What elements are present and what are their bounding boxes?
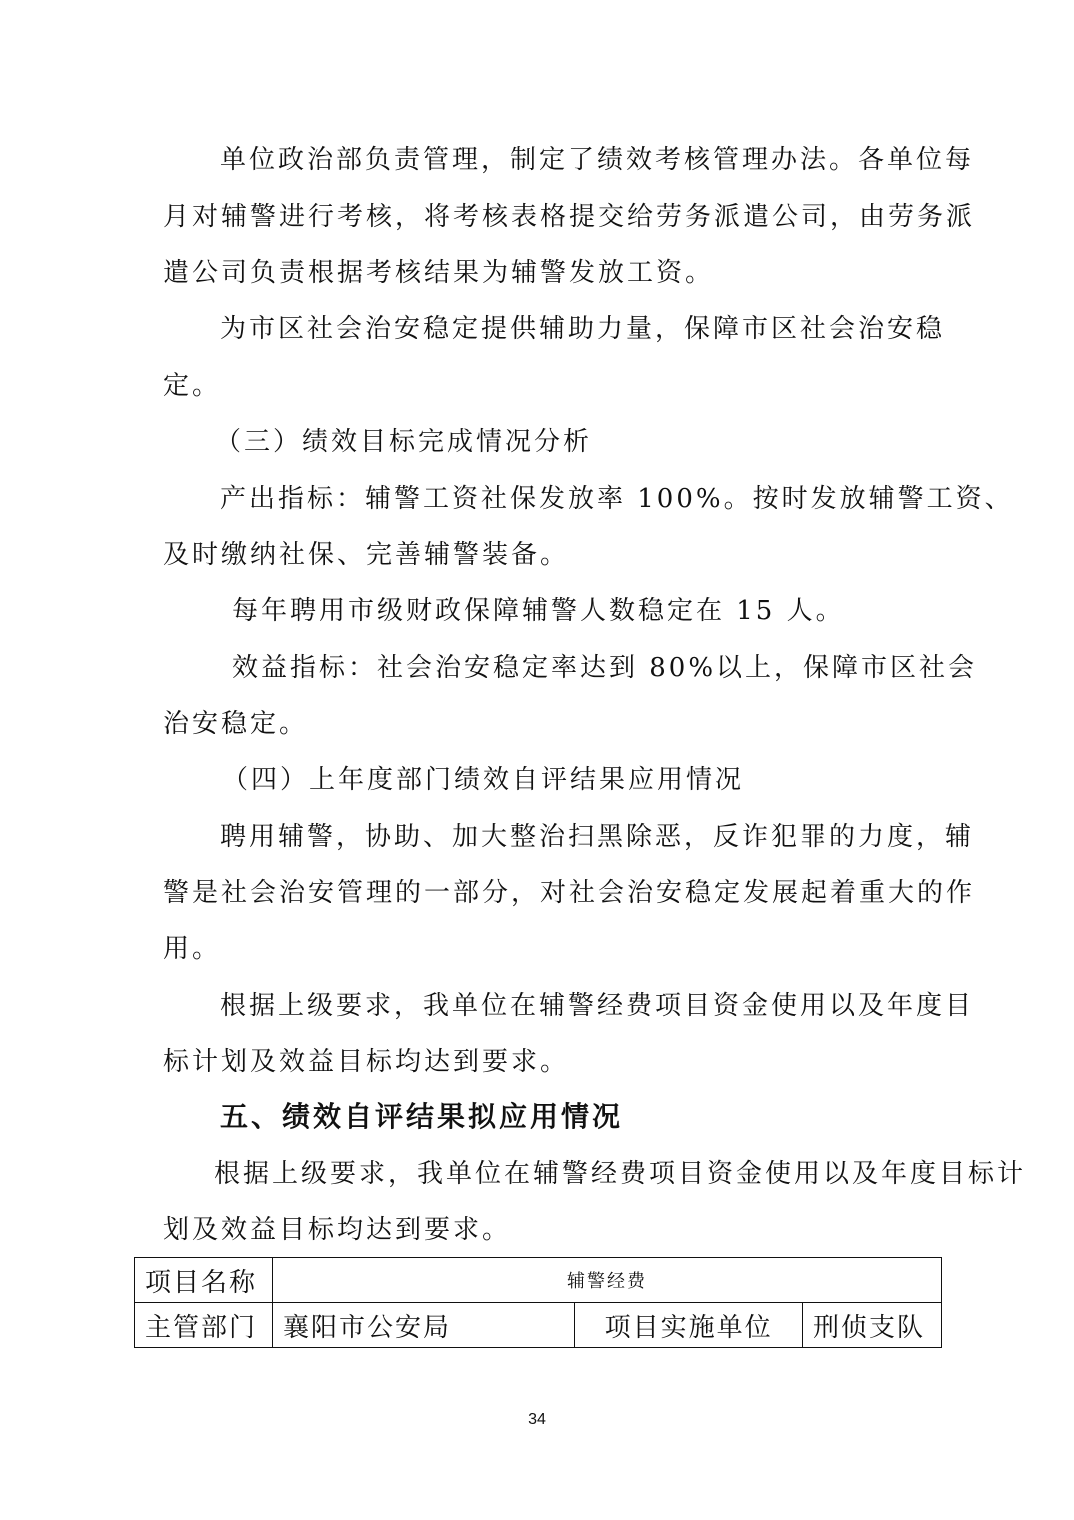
- department-label: 主管部门: [135, 1303, 273, 1348]
- paragraph-line: 及时缴纳社保、完善辅警装备。: [163, 540, 570, 570]
- paragraph-line: 标计划及效益目标均达到要求。: [163, 1047, 570, 1077]
- paragraph-line: 遣公司负责根据考核结果为辅警发放工资。: [163, 258, 715, 288]
- paragraph-line: 根据上级要求，我单位在辅警经费项目资金使用以及年度目标计: [214, 1159, 1027, 1189]
- paragraph-line: 用。: [163, 934, 222, 964]
- table-row: [135, 1303, 942, 1348]
- implementing-unit-label: 项目实施单位: [575, 1303, 803, 1348]
- page-number: 34: [528, 1411, 546, 1428]
- paragraph-line: 根据上级要求，我单位在辅警经费项目资金使用以及年度目: [220, 991, 975, 1021]
- project-info-table: [134, 1257, 942, 1348]
- section-heading: （三）绩效目标完成情况分析: [215, 427, 593, 457]
- paragraph-line: 产出指标：辅警工资社保发放率 100%。按时发放辅警工资、: [220, 484, 1014, 514]
- paragraph-line: 为市区社会治安稳定提供辅助力量，保障市区社会治安稳: [220, 314, 946, 344]
- paragraph-line: 每年聘用市级财政保障辅警人数稳定在 15 人。: [232, 596, 845, 626]
- project-name-value: 辅警经费: [272, 1258, 941, 1303]
- paragraph-line: 单位政治部负责管理，制定了绩效考核管理办法。各单位每: [220, 145, 975, 175]
- paragraph-line: 警是社会治安管理的一部分，对社会治安稳定发展起着重大的作: [163, 878, 976, 908]
- implementing-unit-value: 刑侦支队: [803, 1303, 942, 1348]
- department-value: 襄阳市公安局: [272, 1303, 574, 1348]
- paragraph-line: 月对辅警进行考核，将考核表格提交给劳务派遣公司，由劳务派: [163, 202, 976, 232]
- paragraph-line: 治安稳定。: [163, 709, 309, 739]
- table-row: [135, 1258, 942, 1303]
- paragraph-line: 定。: [163, 371, 222, 401]
- paragraph-line: 聘用辅警，协助、加大整治扫黑除恶，反诈犯罪的力度，辅: [220, 822, 975, 852]
- paragraph-line: 划及效益目标均达到要求。: [163, 1215, 512, 1245]
- section-heading: （四）上年度部门绩效自评结果应用情况: [222, 765, 745, 795]
- chapter-heading: 五、绩效自评结果拟应用情况: [220, 1100, 624, 1133]
- paragraph-line: 效益指标：社会治安稳定率达到 80%以上，保障市区社会: [232, 653, 978, 683]
- project-name-label: 项目名称: [135, 1258, 273, 1303]
